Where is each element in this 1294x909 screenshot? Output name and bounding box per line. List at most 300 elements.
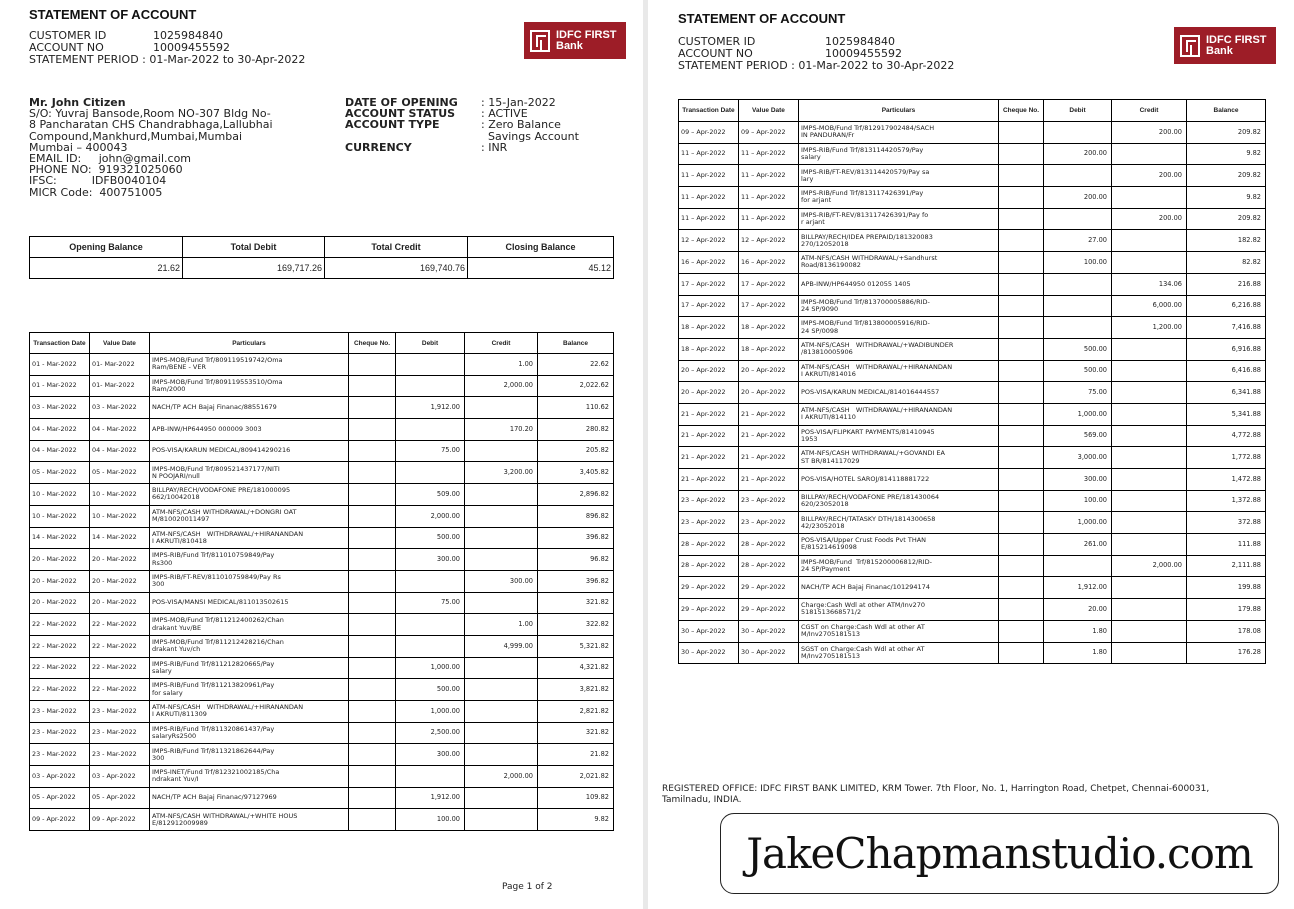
particulars-line: IMPS-RIB/FT-REV/811010759849/Pay Rs — [152, 573, 281, 582]
balance: 82.82 — [1187, 252, 1266, 274]
debit: 75.00 — [396, 592, 465, 614]
balance: 2,022.62 — [538, 375, 614, 397]
col-header: Debit — [396, 333, 465, 354]
debit: 261.00 — [1044, 534, 1112, 556]
particulars — [799, 317, 999, 339]
cheque-no — [349, 787, 396, 809]
particulars-line: /813810005906 — [801, 348, 853, 357]
statement-page-1 — [0, 0, 643, 909]
value-date: 21 – Apr-2022 — [739, 425, 799, 447]
transaction-date: 29 – Apr-2022 — [679, 599, 739, 621]
particulars — [799, 295, 999, 317]
transaction-date: 22 - Mar-2022 — [30, 635, 90, 657]
transaction-date: 23 - Mar-2022 — [30, 722, 90, 744]
value-date: 11 – Apr-2022 — [739, 187, 799, 209]
value-date: 23 - Mar-2022 — [90, 701, 150, 723]
credit: 1.00 — [465, 614, 538, 636]
table-row — [30, 657, 614, 679]
transaction-date: 23 – Apr-2022 — [679, 490, 739, 512]
particulars-line: lary — [801, 174, 814, 183]
debit: 1,912.00 — [1044, 577, 1112, 599]
debit: 500.00 — [1044, 338, 1112, 360]
value-date: 05 - Apr-2022 — [90, 787, 150, 809]
credit: 2,000.00 — [465, 375, 538, 397]
transaction-date: 11 – Apr-2022 — [679, 187, 739, 209]
account-status-label: ACCOUNT STATUS — [345, 107, 456, 121]
cheque-no — [999, 447, 1044, 469]
balance: 5,341.88 — [1187, 403, 1266, 425]
value-date: 20 - Mar-2022 — [90, 570, 150, 592]
statement-title: STATEMENT OF ACCOUNT — [29, 7, 197, 22]
particulars-line: IMPS-MOB/Fund Trf/813700005886/RID- — [801, 297, 930, 306]
col-header: Cheque No. — [999, 100, 1044, 122]
col-header: Balance — [1187, 100, 1266, 122]
particulars-line: BILLPAY/RECH/TATASKY DTH/1814300658 — [801, 514, 936, 523]
particulars — [150, 766, 349, 788]
particulars-line: IMPS-RIB/Fund Trf/813117426391/Pay — [801, 189, 924, 198]
particulars — [150, 809, 349, 831]
balance: 280.82 — [538, 419, 614, 441]
balance: 396.82 — [538, 527, 614, 549]
ifsc-line: IFSC: IDFB0040104 — [29, 174, 167, 188]
date-of-opening-label: DATE OF OPENING — [345, 96, 458, 109]
table-row — [679, 273, 1266, 295]
particulars-line: NACH/TP ACH Bajaj Finanac/88551679 — [152, 403, 277, 412]
table-row — [30, 679, 614, 701]
transaction-date: 01 - Mar-2022 — [30, 375, 90, 397]
credit — [1112, 252, 1187, 274]
particulars — [150, 354, 349, 376]
transaction-date: 03 - Apr-2022 — [30, 766, 90, 788]
balance: 109.82 — [538, 787, 614, 809]
value-date: 23 – Apr-2022 — [739, 490, 799, 512]
particulars — [799, 512, 999, 534]
balance: 209.82 — [1187, 165, 1266, 187]
particulars-line: drakant Yuv/BE — [152, 623, 202, 632]
table-row — [30, 722, 614, 744]
total-debit: 169,717.26 — [183, 258, 325, 279]
particulars — [799, 403, 999, 425]
particulars — [799, 187, 999, 209]
credit: 134.06 — [1112, 273, 1187, 295]
summary-header: Total Credit — [325, 237, 468, 258]
balance: 205.82 — [538, 440, 614, 462]
particulars — [150, 570, 349, 592]
value-date: 17 – Apr-2022 — [739, 295, 799, 317]
credit — [1112, 447, 1187, 469]
table-row — [679, 295, 1266, 317]
cheque-no — [999, 620, 1044, 642]
credit — [465, 440, 538, 462]
particulars-line: IMPS-RIB/Fund Trf/811320861437/Pay — [152, 724, 275, 733]
balance: 6,416.88 — [1187, 360, 1266, 382]
cheque-no — [999, 555, 1044, 577]
balance: 321.82 — [538, 592, 614, 614]
particulars-line: IMPS-MOB/Fund Trf/813800005916/RID- — [801, 319, 930, 328]
particulars-line: Ram/BENE - VER — [152, 363, 206, 372]
balance: 322.82 — [538, 614, 614, 636]
value-date: 03 - Mar-2022 — [90, 397, 150, 419]
transaction-date: 21 – Apr-2022 — [679, 447, 739, 469]
value-date: 30 – Apr-2022 — [739, 642, 799, 664]
col-header: Transaction Date — [679, 100, 739, 122]
transaction-date: 20 - Mar-2022 — [30, 549, 90, 571]
particulars-line: IMPS-RIB/Fund Trf/811321862644/Pay — [152, 746, 275, 755]
particulars-line: ATM-NFS/CASH WITHDRAWAL/+WHITE HOUS — [152, 811, 298, 820]
particulars-line: 270/12052018 — [801, 239, 849, 248]
cheque-no — [999, 382, 1044, 404]
debit: 2,000.00 — [396, 505, 465, 527]
value-date: 16 – Apr-2022 — [739, 252, 799, 274]
balance: 1,372.88 — [1187, 490, 1266, 512]
cheque-no — [999, 534, 1044, 556]
particulars-line: ATM-NFS/CASH WITHDRAWAL/+HIRANANDAN — [801, 362, 953, 371]
balance: 9.82 — [1187, 143, 1266, 165]
debit: 27.00 — [1044, 230, 1112, 252]
value-date: 03 - Apr-2022 — [90, 766, 150, 788]
particulars-line: M/810020011497 — [152, 515, 210, 524]
watermark-stamp — [720, 813, 1279, 894]
balance: 1,772.88 — [1187, 447, 1266, 469]
table-row — [679, 512, 1266, 534]
cheque-no — [999, 512, 1044, 534]
particulars-line: ndrakant Yuv/I — [152, 775, 199, 784]
particulars-line: 662/10042018 — [152, 493, 200, 502]
table-row — [30, 440, 614, 462]
currency-value: : INR — [481, 140, 508, 154]
value-date: 04 - Mar-2022 — [90, 440, 150, 462]
cheque-no — [349, 419, 396, 441]
value-date: 11 – Apr-2022 — [739, 143, 799, 165]
credit — [465, 787, 538, 809]
cheque-no — [999, 642, 1044, 664]
statement-period: STATEMENT PERIOD : 01-Mar-2022 to 30-Apr-2022 — [678, 59, 955, 72]
particulars-line: IMPS-RIB/Fund Trf/813114420579/Pay — [801, 145, 924, 154]
address-line: S/O: Yuvraj Bansode,Room NO-307 Bldg No- — [29, 107, 271, 121]
cheque-no — [349, 744, 396, 766]
value-date: 01- Mar-2022 — [90, 375, 150, 397]
debit: 75.00 — [1044, 382, 1112, 404]
particulars-line: IMPS-RIB/Fund Trf/811010759849/Pay — [152, 551, 275, 560]
transaction-date: 11 – Apr-2022 — [679, 143, 739, 165]
table-row — [679, 555, 1266, 577]
registered-office-line: Tamilnadu, INDIA. — [662, 795, 742, 805]
particulars-line: BILLPAY/RECH/VODAFONE PRE/181000095 — [152, 486, 291, 495]
customer-id-label: CUSTOMER ID — [678, 35, 756, 48]
balance: 396.82 — [538, 570, 614, 592]
customer-id-value: 1025984840 — [153, 29, 223, 42]
particulars — [150, 679, 349, 701]
col-header: Value Date — [739, 100, 799, 122]
cheque-no — [999, 208, 1044, 230]
particulars-line: salary — [801, 153, 821, 162]
particulars — [150, 462, 349, 484]
transaction-date: 21 – Apr-2022 — [679, 469, 739, 491]
debit: 75.00 — [396, 440, 465, 462]
account-info-block — [345, 97, 579, 153]
transaction-date: 16 – Apr-2022 — [679, 252, 739, 274]
value-date: 11 – Apr-2022 — [739, 208, 799, 230]
debit — [1044, 273, 1112, 295]
table-row — [30, 484, 614, 506]
cheque-no — [349, 701, 396, 723]
value-date: 14 - Mar-2022 — [90, 527, 150, 549]
account-no-value: 10009455592 — [825, 47, 902, 60]
value-date: 29 – Apr-2022 — [739, 599, 799, 621]
transaction-date: 22 - Mar-2022 — [30, 657, 90, 679]
value-date: 09 – Apr-2022 — [739, 122, 799, 144]
credit — [1112, 403, 1187, 425]
credit: 4,999.00 — [465, 635, 538, 657]
transaction-date: 21 – Apr-2022 — [679, 425, 739, 447]
table-row — [679, 425, 1266, 447]
value-date: 04 - Mar-2022 — [90, 419, 150, 441]
particulars — [799, 230, 999, 252]
particulars-line: ATM-NFS/CASH WITHDRAWAL/+GOVANDI EA — [801, 449, 945, 458]
col-header: Credit — [1112, 100, 1187, 122]
credit — [465, 592, 538, 614]
registered-office-line: REGISTERED OFFICE: IDFC FIRST BANK LIMITED, KRM Tower. 7th Floor, No. 1, Harrington Road, Chetpet, Chennai-600031, — [662, 784, 1210, 794]
debit: 509.00 — [396, 484, 465, 506]
particulars — [799, 490, 999, 512]
value-date: 09 - Apr-2022 — [90, 809, 150, 831]
transaction-date: 17 – Apr-2022 — [679, 295, 739, 317]
col-header: Particulars — [150, 333, 349, 354]
table-row — [679, 165, 1266, 187]
particulars-line: 620/23052018 — [801, 500, 849, 509]
logo-line-1: IDFC FIRST — [1206, 33, 1267, 46]
particulars-line: ATM-NFS/CASH WITHDRAWAL/+Sandhurst — [801, 254, 938, 263]
debit: 1,000.00 — [396, 657, 465, 679]
debit — [396, 766, 465, 788]
particulars — [150, 592, 349, 614]
table-row — [679, 469, 1266, 491]
cheque-no — [349, 354, 396, 376]
balance: 2,896.82 — [538, 484, 614, 506]
account-no-label: ACCOUNT NO — [678, 47, 753, 60]
transaction-date: 03 - Mar-2022 — [30, 397, 90, 419]
credit — [1112, 577, 1187, 599]
table-row — [30, 744, 614, 766]
opening-balance: 21.62 — [30, 258, 183, 279]
cheque-no — [349, 766, 396, 788]
table-row — [30, 766, 614, 788]
particulars — [799, 642, 999, 664]
credit — [1112, 534, 1187, 556]
debit — [396, 570, 465, 592]
account-no-label: ACCOUNT NO — [29, 41, 104, 54]
transaction-date: 30 – Apr-2022 — [679, 620, 739, 642]
transaction-date: 23 - Mar-2022 — [30, 701, 90, 723]
debit — [1044, 555, 1112, 577]
account-status-value: : ACTIVE — [481, 107, 528, 121]
particulars — [799, 599, 999, 621]
cheque-no — [349, 375, 396, 397]
particulars — [150, 549, 349, 571]
particulars-line: SGST on Charge:Cash Wdl at other AT — [801, 644, 925, 653]
cheque-no — [349, 592, 396, 614]
transaction-date: 01 - Mar-2022 — [30, 354, 90, 376]
particulars — [150, 397, 349, 419]
balance: 3,405.82 — [538, 462, 614, 484]
account-type-value: : Zero Balance — [481, 118, 561, 132]
cheque-no — [349, 527, 396, 549]
balance: 176.28 — [1187, 642, 1266, 664]
particulars-line: 24 SP/0098 — [801, 326, 839, 335]
table-row — [679, 252, 1266, 274]
debit: 300.00 — [396, 744, 465, 766]
particulars — [799, 469, 999, 491]
cheque-no — [999, 599, 1044, 621]
address-line: Compound,Mankhurd,Mumbai,Mumbai — [29, 129, 242, 143]
cheque-no — [349, 397, 396, 419]
value-date: 22 - Mar-2022 — [90, 679, 150, 701]
table-row — [30, 787, 614, 809]
micr-line: MICR Code: 400751005 — [29, 185, 163, 199]
transactions-table-page-1 — [29, 332, 614, 831]
value-date: 18 – Apr-2022 — [739, 338, 799, 360]
particulars-line: IN PANDURAN/Fr — [801, 131, 855, 140]
account-type-value-2: Savings Account — [481, 129, 579, 143]
transaction-date: 09 – Apr-2022 — [679, 122, 739, 144]
transaction-date: 05 - Mar-2022 — [30, 462, 90, 484]
particulars-line: IMPS-MOB/Fund Trf/812917902484/SACH — [801, 124, 935, 133]
table-row — [30, 375, 614, 397]
balance: 6,216.88 — [1187, 295, 1266, 317]
debit: 1,912.00 — [396, 397, 465, 419]
transaction-date: 20 - Mar-2022 — [30, 592, 90, 614]
value-date: 20 – Apr-2022 — [739, 382, 799, 404]
balance: 22.62 — [538, 354, 614, 376]
address-line: Mumbai – 400043 — [29, 140, 128, 154]
credit — [1112, 512, 1187, 534]
particulars — [799, 425, 999, 447]
debit: 569.00 — [1044, 425, 1112, 447]
transaction-date: 05 - Apr-2022 — [30, 787, 90, 809]
credit — [1112, 490, 1187, 512]
credit — [465, 527, 538, 549]
cheque-no — [349, 505, 396, 527]
cheque-no — [349, 722, 396, 744]
particulars-line: APB-INW/HP644950 012055 1405 — [801, 279, 911, 288]
transaction-date: 30 – Apr-2022 — [679, 642, 739, 664]
debit — [396, 419, 465, 441]
particulars-line: IMPS-RIB/FT-REV/813114420579/Pay sa — [801, 167, 930, 176]
phone-line: PHONE NO: 919321025060 — [29, 163, 183, 177]
particulars-line: NACH/TP ACH Bajaj Finanac/97127969 — [152, 793, 277, 802]
debit — [1044, 208, 1112, 230]
logo-mark-icon — [530, 30, 550, 52]
particulars — [150, 657, 349, 679]
cheque-no — [349, 570, 396, 592]
particulars-line: IMPS-INET/Fund Trf/812321002185/Cha — [152, 768, 280, 777]
particulars — [150, 527, 349, 549]
bank-logo — [1174, 27, 1276, 64]
debit: 200.00 — [1044, 187, 1112, 209]
particulars-line: BILLPAY/RECH/IDEA PREPAID/181320083 — [801, 232, 933, 241]
particulars-line: APB-INW/HP644950 000009 3003 — [152, 424, 262, 433]
value-date: 10 - Mar-2022 — [90, 484, 150, 506]
particulars-line: Charge:Cash Wdl at other ATM/Inv270 — [801, 601, 926, 610]
debit: 20.00 — [1044, 599, 1112, 621]
credit — [465, 484, 538, 506]
particulars-line: 24 SP/9090 — [801, 304, 839, 313]
credit: 1.00 — [465, 354, 538, 376]
particulars-line: ATM-NFS/CASH WITHDRAWAL/+HIRANANDAN — [801, 406, 953, 415]
particulars-line: POS-VISA/Upper Crust Foods Pvt THAN — [801, 536, 927, 545]
particulars-line: ATM-NFS/CASH WITHDRAWAL/+HIRANANDAN — [152, 529, 304, 538]
balance: 216.88 — [1187, 273, 1266, 295]
debit — [1044, 122, 1112, 144]
credit — [465, 657, 538, 679]
particulars — [799, 252, 999, 274]
table-row — [30, 549, 614, 571]
cheque-no — [349, 679, 396, 701]
statement-period: STATEMENT PERIOD : 01-Mar-2022 to 30-Apr-2022 — [29, 53, 306, 66]
particulars — [799, 165, 999, 187]
debit: 3,000.00 — [1044, 447, 1112, 469]
value-date: 22 - Mar-2022 — [90, 657, 150, 679]
debit — [1044, 295, 1112, 317]
balance: 3,821.82 — [538, 679, 614, 701]
closing-balance: 45.12 — [468, 258, 614, 279]
cheque-no — [999, 122, 1044, 144]
particulars-line: drakant Yuv/ch — [152, 645, 201, 654]
value-date: 23 - Mar-2022 — [90, 744, 150, 766]
balance: 2,111.88 — [1187, 555, 1266, 577]
balance: 4,772.88 — [1187, 425, 1266, 447]
transaction-date: 22 - Mar-2022 — [30, 614, 90, 636]
credit — [465, 397, 538, 419]
debit: 1,912.00 — [396, 787, 465, 809]
transaction-date: 20 – Apr-2022 — [679, 382, 739, 404]
particulars — [150, 419, 349, 441]
debit: 300.00 — [396, 549, 465, 571]
balance: 372.88 — [1187, 512, 1266, 534]
account-meta — [29, 30, 305, 66]
debit — [1044, 165, 1112, 187]
particulars-line: salary — [152, 666, 172, 675]
credit — [1112, 425, 1187, 447]
particulars-line: 24 SP/Payment — [801, 565, 851, 574]
particulars-line: CGST on Charge:Cash Wdl at other AT — [801, 622, 925, 631]
transaction-date: 11 – Apr-2022 — [679, 165, 739, 187]
debit — [396, 635, 465, 657]
transaction-date: 10 - Mar-2022 — [30, 505, 90, 527]
logo-line-1: IDFC FIRST — [556, 28, 617, 41]
email-line: EMAIL ID: john@gmail.com — [29, 152, 192, 166]
table-row — [679, 338, 1266, 360]
credit — [1112, 599, 1187, 621]
value-date: 22 - Mar-2022 — [90, 614, 150, 636]
debit — [396, 375, 465, 397]
balance: 9.82 — [538, 809, 614, 831]
particulars — [799, 382, 999, 404]
balance: 6,916.88 — [1187, 338, 1266, 360]
transaction-date: 14 - Mar-2022 — [30, 527, 90, 549]
particulars-line: 300 — [152, 753, 165, 762]
table-row — [679, 122, 1266, 144]
balance: 2,821.82 — [538, 701, 614, 723]
particulars — [799, 273, 999, 295]
date-of-opening-value: : 15-Jan-2022 — [481, 96, 556, 109]
cheque-no — [349, 440, 396, 462]
particulars-line: M/Inv2705181513 — [801, 651, 861, 660]
cheque-no — [349, 614, 396, 636]
debit: 1,000.00 — [1044, 403, 1112, 425]
particulars — [150, 701, 349, 723]
debit — [1044, 317, 1112, 339]
